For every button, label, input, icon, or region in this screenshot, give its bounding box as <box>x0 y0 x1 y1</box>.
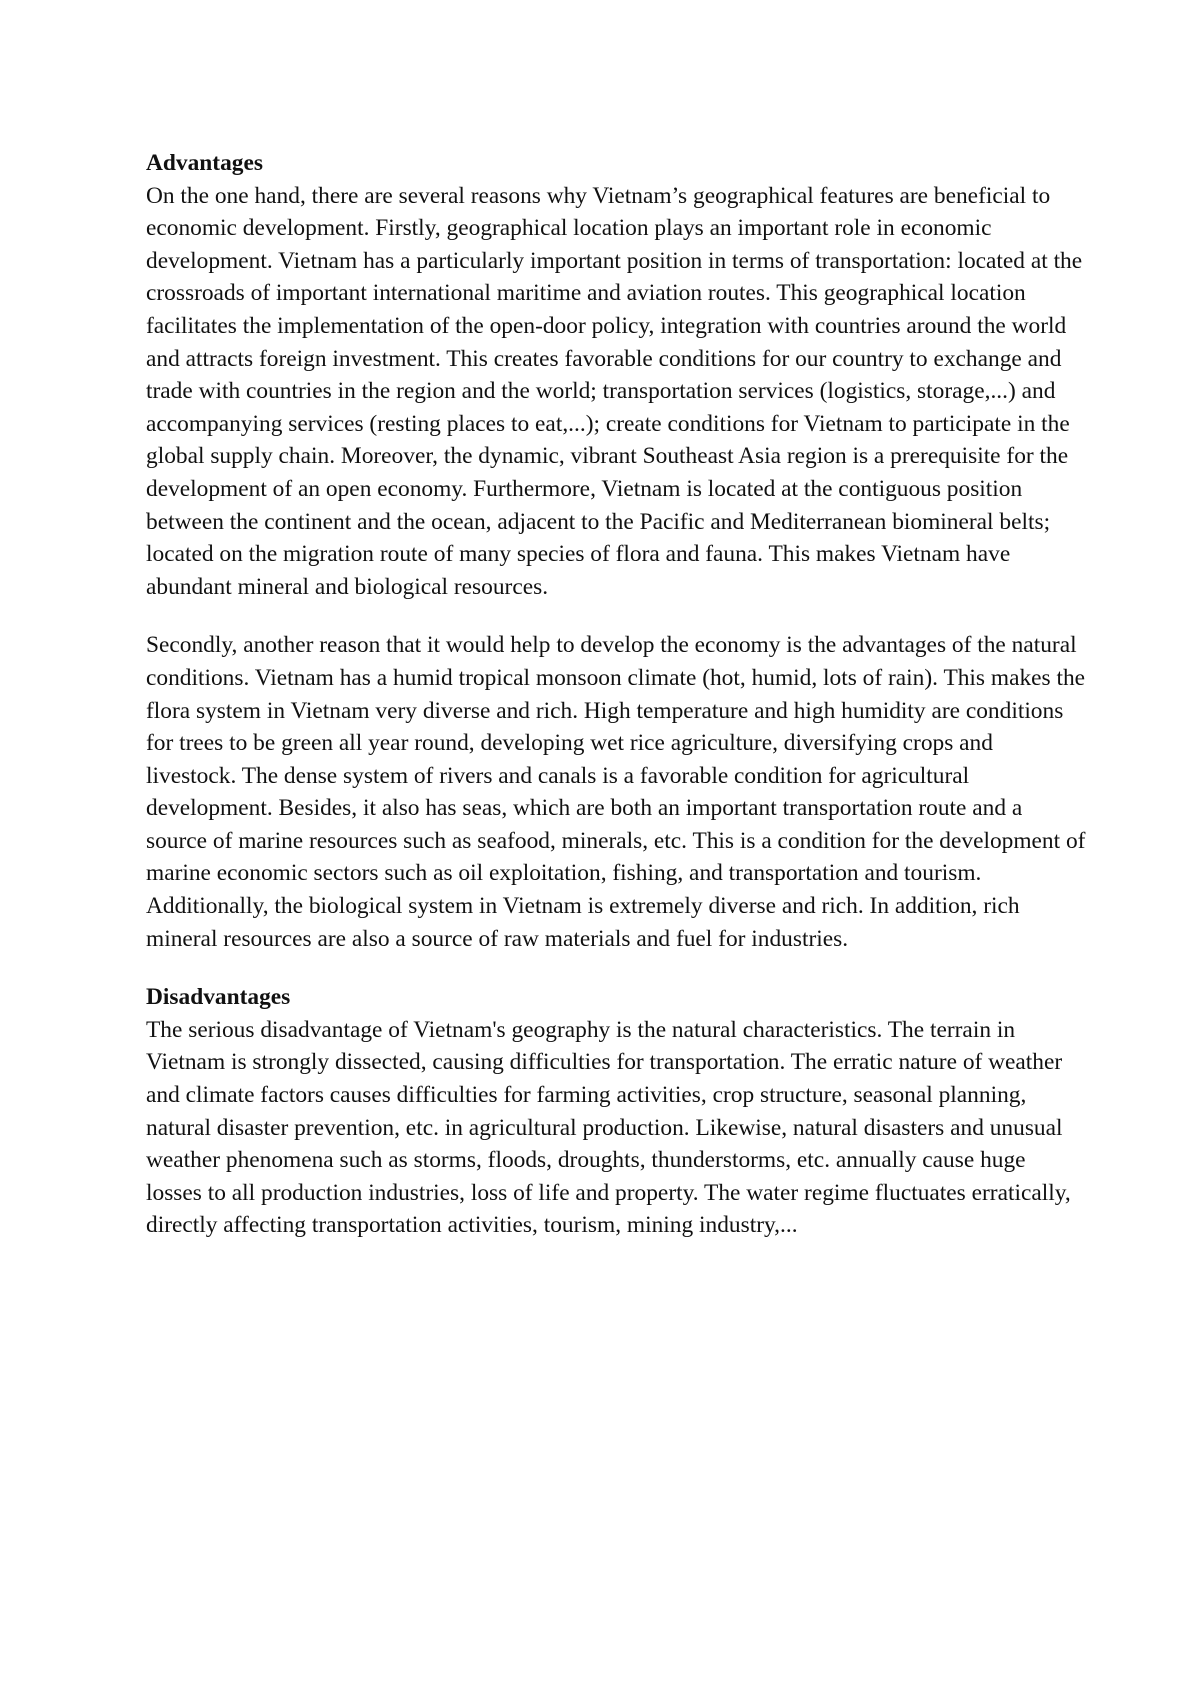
advantages-heading: Advantages <box>146 150 263 176</box>
advantages-paragraph-1: On the one hand, there are several reasons why Vietnam’s geographical features are beneficial to economic development. Firstly, geographical location plays an important role in economic development. Vietnam has a particularly important position in terms of transportation: located at the crossroads of important international maritime and aviation routes. This geographical location facilitates the implementation of the open-door policy, integration with countries around the world and attracts foreign investment. This creates favorable conditions for our country to exchange and trade with countries in the region and the world; transportation services (logistics, storage,...) and accompanying services (resting places to eat,...); create conditions for Vietnam to participate in the global supply chain. Moreover, the dynamic, vibrant Southeast Asia region is a prerequisite for the development of an open economy. Furthermore, Vietnam is located at the contiguous position between the continent and the ocean, adjacent to the Pacific and Mediterranean biomineral belts; located on the migration route of many species of flora and fauna. This makes Vietnam have abundant mineral and biological resources. <box>146 182 1083 600</box>
document-body <box>146 147 1086 1242</box>
paragraph-spacer <box>146 603 1086 629</box>
section-spacer <box>146 955 1086 981</box>
disadvantages-heading: Disadvantages <box>146 984 291 1011</box>
advantages-paragraph-2: Secondly, another reason that it would help to develop the economy is the advantages of the natural conditions. Vietnam has a humid tropical monsoon climate (hot, humid, lots of rain). This makes the flora system in Vietnam very diverse and rich. High temperature and high humidity are conditions for trees to be green all year round, developing wet rice agriculture, diversifying crops and livestock. The dense system of rivers and canals is a favorable condition for agricultural development. Besides, it also has seas, which are both an important transportation route and a source of marine resources such as seafood, minerals, etc. This is a condition for the development of marine economic sectors such as oil exploitation, fishing, and transportation and tourism. Additionally, the biological system in Vietnam is extremely diverse and rich. In addition, rich mineral resources are also a source of raw materials and fuel for industries. <box>146 632 1086 952</box>
disadvantages-paragraph: The serious disadvantage of Vietnam's geography is the natural characteristics. The terrain in Vietnam is strongly dissected, causing difficulties for transportation. The erratic nature of weather and climate factors causes difficulties for farming activities, crop structure, seasonal planning, natural disaster prevention, etc. in agricultural production. Likewise, natural disasters and unusual weather phenomena such as storms, floods, droughts, thunderstorms, etc. annually cause huge losses to all production industries, loss of life and property. The water regime fluctuates erratically, directly affecting transportation activities, tourism, mining industry,... <box>146 1016 1071 1239</box>
